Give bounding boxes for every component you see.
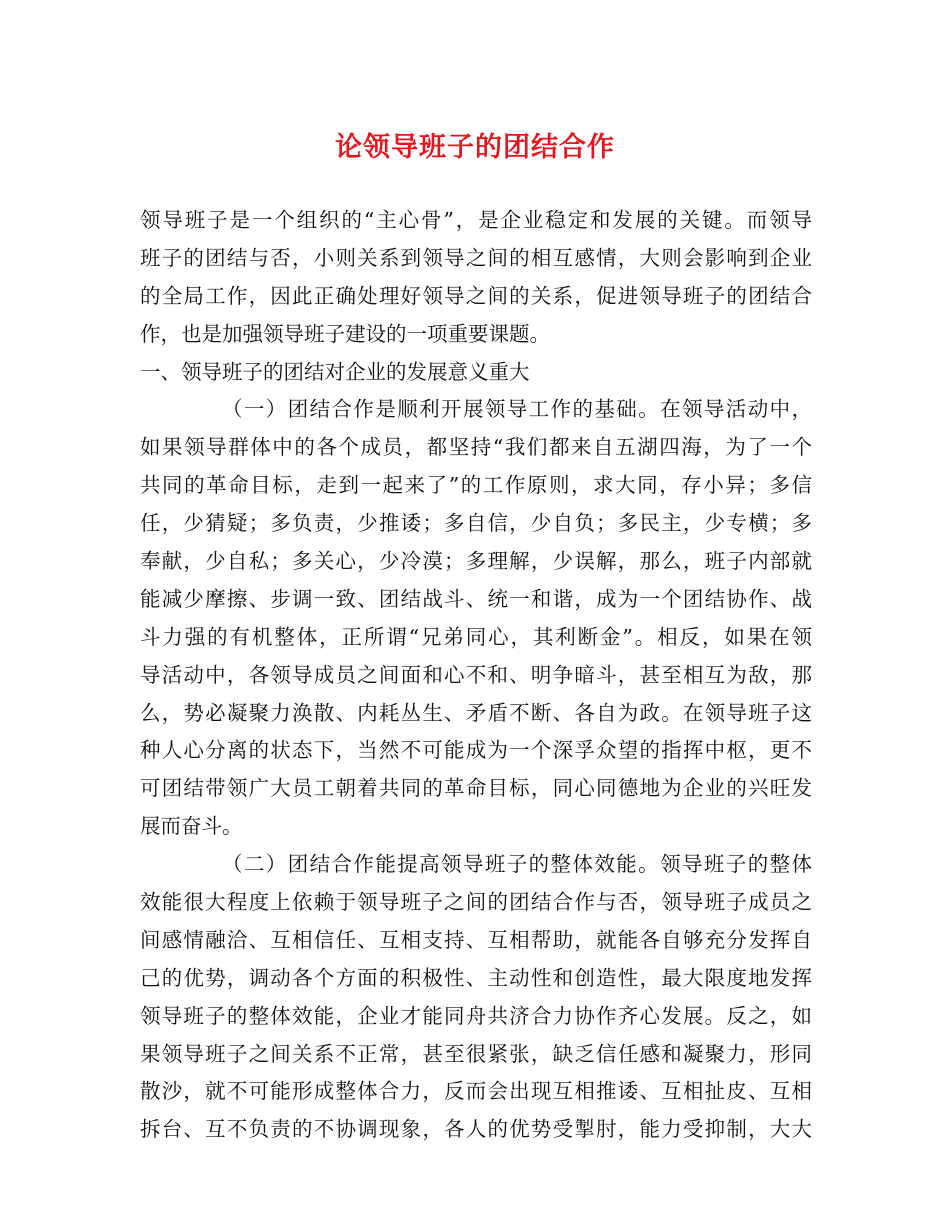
text-line: 可团结带领广大员工朝着共同的革命目标，同心同德地为企业的兴旺发: [140, 776, 812, 801]
text-line: 如果领导群体中的各个成员，都坚持“我们都来自五湖四海，为了一个: [140, 435, 812, 460]
text-line: 领导班子是一个组织的“主心骨”，是企业稳定和发展的关键。而领导: [140, 208, 812, 232]
text-line: 奉献，少自私；多关心，少冷漠；多理解，少误解，那么，班子内部就: [140, 549, 812, 574]
text-line: 己的优势，调动各个方面的积极性、主动性和创造性，最大限度地发挥: [140, 965, 812, 990]
text-line: 展而奋斗。: [140, 814, 243, 839]
text-line: 一、领导班子的团结对企业的发展意义重大: [140, 359, 530, 384]
document-body: [140, 202, 812, 1149]
text-line: （一）团结合作是顺利开展领导工作的基础。在领导活动中，: [222, 397, 812, 422]
text-line: 作，也是加强领导班子建设的一项重要课题。: [140, 321, 550, 346]
text-line: 能减少摩擦、步调一致、团结战斗、统一和谐，成为一个团结协作、战: [140, 586, 812, 611]
text-line: 班子的团结与否，小则关系到领导之间的相互感情，大则会影响到企业: [140, 245, 812, 270]
text-line: 间感情融洽、互相信任、互相支持、互相帮助，就能各自够充分发挥自: [140, 927, 812, 952]
text-line: 散沙，就不可能形成整体合力，反而会出现互相推诿、互相扯皮、互相: [140, 1079, 812, 1104]
text-line: 共同的革命目标，走到一起来了”的工作原则，求大同，存小异；多信: [140, 473, 812, 498]
text-line: （二）团结合作能提高领导班子的整体效能。领导班子的整体: [222, 852, 812, 877]
text-line: 任，少猜疑；多负责，少推诿；多自信，少自负；多民主，少专横；多: [140, 511, 812, 536]
text-line: 拆台、互不负责的不协调现象，各人的优势受掣肘，能力受抑制，大大: [140, 1117, 812, 1142]
document-title: 论领导班子的团结合作: [335, 132, 615, 163]
text-line: 效能很大程度上依赖于领导班子之间的团结合作与否，领导班子成员之: [140, 890, 812, 915]
text-line: 斗力强的有机整体，正所谓“兄弟同心，其利断金”。相反，如果在领: [140, 624, 812, 649]
text-line: 的全局工作，因此正确处理好领导之间的关系，促进领导班子的团结合: [140, 283, 812, 308]
text-line: 种人心分离的状态下，当然不可能成为一个深孚众望的指挥中枢，更不: [140, 738, 812, 763]
text-line: 领导班子的整体效能，企业才能同舟共济合力协作齐心发展。反之，如: [140, 1003, 812, 1028]
text-line: 果领导班子之间关系不正常，甚至很紧张，缺乏信任感和凝聚力，形同: [140, 1041, 812, 1066]
text-line: 么，势必凝聚力涣散、内耗丛生、矛盾不断、各自为政。在领导班子这: [140, 700, 812, 725]
text-line: 导活动中，各领导成员之间面和心不和、明争暗斗，甚至相互为敌，那: [140, 662, 812, 687]
